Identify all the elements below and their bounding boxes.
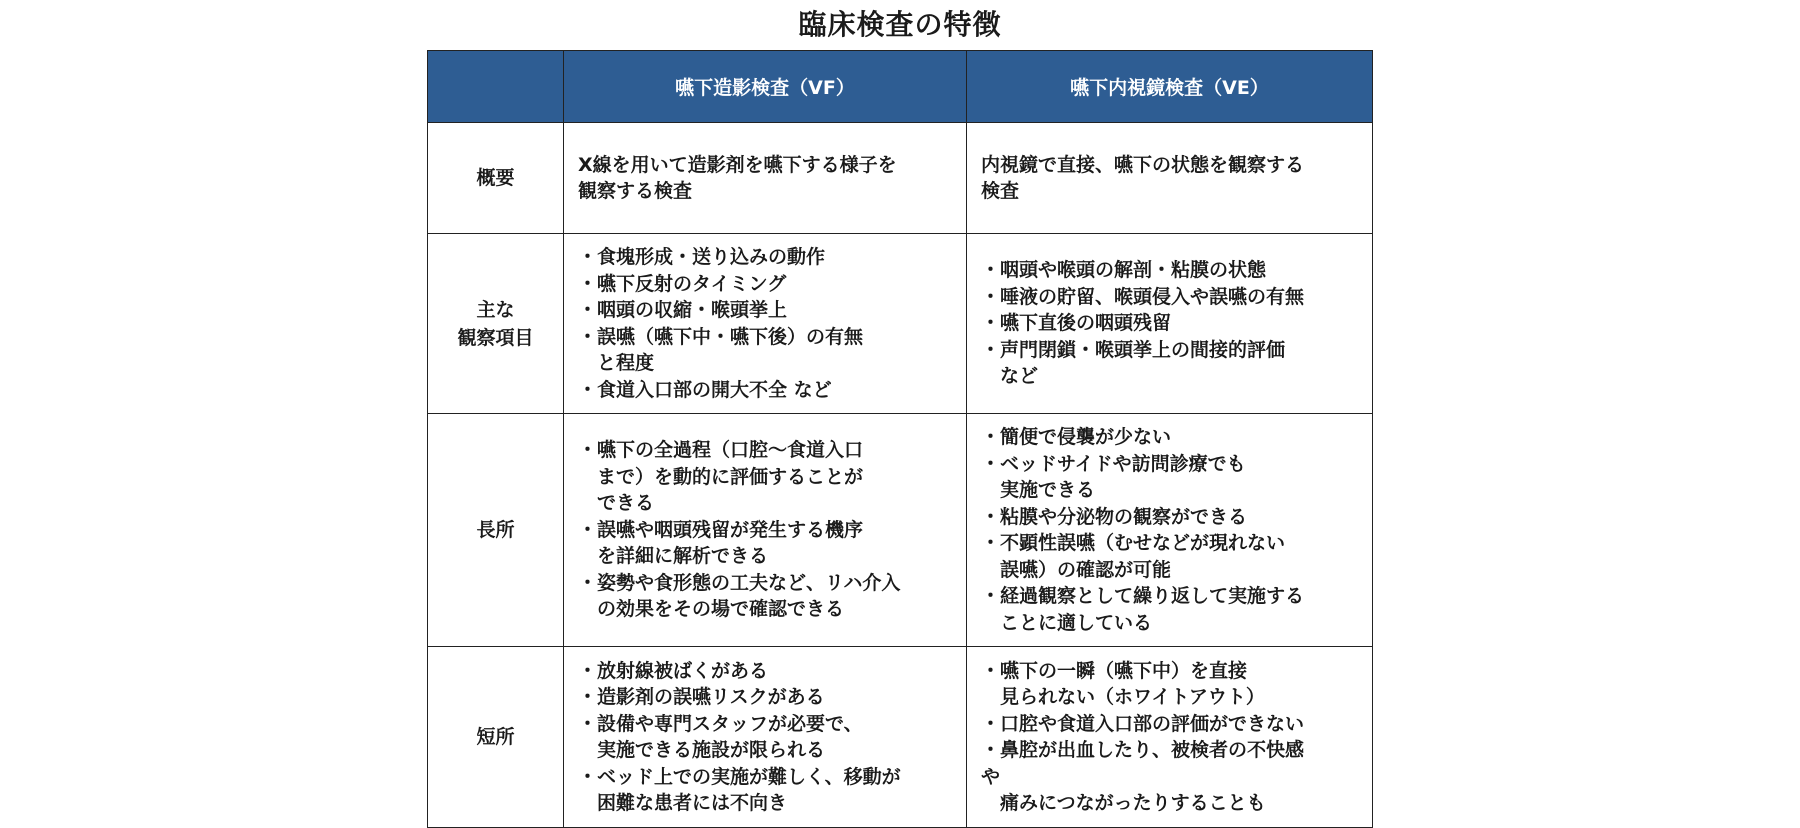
text-line: 見られない（ホワイトアウト） xyxy=(981,686,1265,708)
text-line: など xyxy=(981,365,1039,388)
text-line: 実施できる xyxy=(981,479,1096,501)
text-line: ・唾液の貯留、喉頭侵入や誤嚥の有無 xyxy=(981,285,1305,308)
text-line: 主な xyxy=(476,298,515,321)
text-line: ・粘膜や分泌物の観察ができる xyxy=(981,505,1248,528)
row-label-lines xyxy=(428,296,563,352)
text-line: ・設備や専門スタッフが必要で、 xyxy=(578,712,863,735)
text-line: ・声門閉鎖・喉頭挙上の間接的評価 xyxy=(981,338,1286,361)
vf-disadvantages-lines xyxy=(578,658,956,817)
vf-advantages-lines xyxy=(578,437,956,623)
vf-disadvantages-cell xyxy=(564,647,967,828)
header-ve: 嚥下内視鏡検査（VE） xyxy=(967,51,1373,123)
text-line: 困難な患者には不向き xyxy=(578,792,788,814)
text-line: ・嚥下の全過程（口腔～食道入口 xyxy=(578,439,864,462)
ve-advantages-cell xyxy=(967,414,1373,647)
text-line: ・嚥下反射のタイミング xyxy=(578,272,787,295)
text-line: ・咽頭や喉頭の解剖・粘膜の状態 xyxy=(981,259,1267,282)
text-line: ・誤嚥や咽頭残留が発生する機序 xyxy=(578,518,864,541)
text-line: まで）を動的に評価することが xyxy=(578,465,864,488)
text-line: ・放射線被ばくがある xyxy=(578,659,769,682)
text-line: の効果をその場で確認できる xyxy=(578,598,845,621)
text-line: 誤嚥）の確認が可能 xyxy=(981,558,1172,581)
ve-overview-lines xyxy=(981,152,1362,205)
row-observation-items xyxy=(428,234,1373,414)
row-label-disadvantages xyxy=(428,647,564,828)
text-line: 概要 xyxy=(476,167,515,189)
text-line: ・誤嚥（嚥下中・嚥下後）の有無 xyxy=(578,325,864,348)
text-line: 実施できる施設が限られる xyxy=(578,739,826,761)
text-line: ・嚥下の一瞬（嚥下中）を直接 xyxy=(981,659,1248,682)
text-line: ・経過観察として繰り返して実施する xyxy=(981,585,1305,607)
text-line: ・造影剤の誤嚥リスクがある xyxy=(578,686,825,708)
text-line: ・嚥下直後の咽頭残留 xyxy=(981,312,1172,335)
header-vf: 嚥下造影検査（VF） xyxy=(564,51,967,123)
text-line: 短所 xyxy=(476,726,515,748)
text-line: を詳細に解析できる xyxy=(578,545,769,568)
vf-overview-cell xyxy=(564,123,967,234)
text-line: や xyxy=(981,765,1001,788)
text-line: 内視鏡で直接、嚥下の状態を観察する xyxy=(981,153,1305,176)
vf-observation-lines xyxy=(578,244,956,403)
ve-advantages-lines xyxy=(981,424,1362,636)
comparison-table xyxy=(427,50,1373,828)
text-line: 検査 xyxy=(981,180,1020,202)
row-label-lines xyxy=(428,723,563,751)
text-line: X線を用いて造影剤を嚥下する様子を xyxy=(578,153,897,176)
text-line: ことに適している xyxy=(981,611,1153,634)
row-label-overview xyxy=(428,123,564,234)
text-line: できる xyxy=(578,492,655,515)
text-line: 痛みにつながったりすることも xyxy=(981,792,1266,814)
ve-observation-cell xyxy=(967,234,1373,414)
row-disadvantages xyxy=(428,647,1373,828)
ve-disadvantages-cell xyxy=(967,647,1373,828)
page-title: 臨床検査の特徴 xyxy=(798,8,1002,41)
vf-observation-cell xyxy=(564,234,967,414)
text-line: 観察する検査 xyxy=(578,180,693,202)
row-label-observation-items xyxy=(428,234,564,414)
text-line: ・不顕性誤嚥（むせなどが現れない xyxy=(981,532,1286,554)
text-line: ・姿勢や食形態の工夫など、リハ介入 xyxy=(578,571,901,594)
text-line: ・鼻腔が出血したり、被検者の不快感 xyxy=(981,739,1305,761)
vf-overview-lines xyxy=(578,152,956,205)
header-blank-cell xyxy=(428,51,564,123)
text-line: ・咽頭の収縮・喉頭挙上 xyxy=(578,299,788,321)
text-line: ・口腔や食道入口部の評価ができない xyxy=(981,712,1305,735)
text-line: ・簡便で侵襲が少ない xyxy=(981,426,1172,448)
text-line: と程度 xyxy=(578,352,655,374)
text-line: 観察項目 xyxy=(457,326,534,349)
ve-observation-lines xyxy=(981,257,1362,390)
row-label-advantages xyxy=(428,414,564,647)
row-label-lines xyxy=(428,164,563,192)
text-line: ・食道入口部の開大不全 など xyxy=(578,378,832,401)
text-line: ・ベッドサイドや訪問診療でも xyxy=(981,452,1246,475)
header-row xyxy=(428,51,1373,123)
vf-advantages-cell xyxy=(564,414,967,647)
row-label-lines xyxy=(428,516,563,544)
ve-overview-cell xyxy=(967,123,1373,234)
text-line: 長所 xyxy=(476,519,515,541)
row-advantages xyxy=(428,414,1373,647)
text-line: ・食塊形成・送り込みの動作 xyxy=(578,246,826,268)
row-overview xyxy=(428,123,1373,234)
text-line: ・ベッド上での実施が難しく、移動が xyxy=(578,765,901,788)
ve-disadvantages-lines xyxy=(981,658,1362,817)
